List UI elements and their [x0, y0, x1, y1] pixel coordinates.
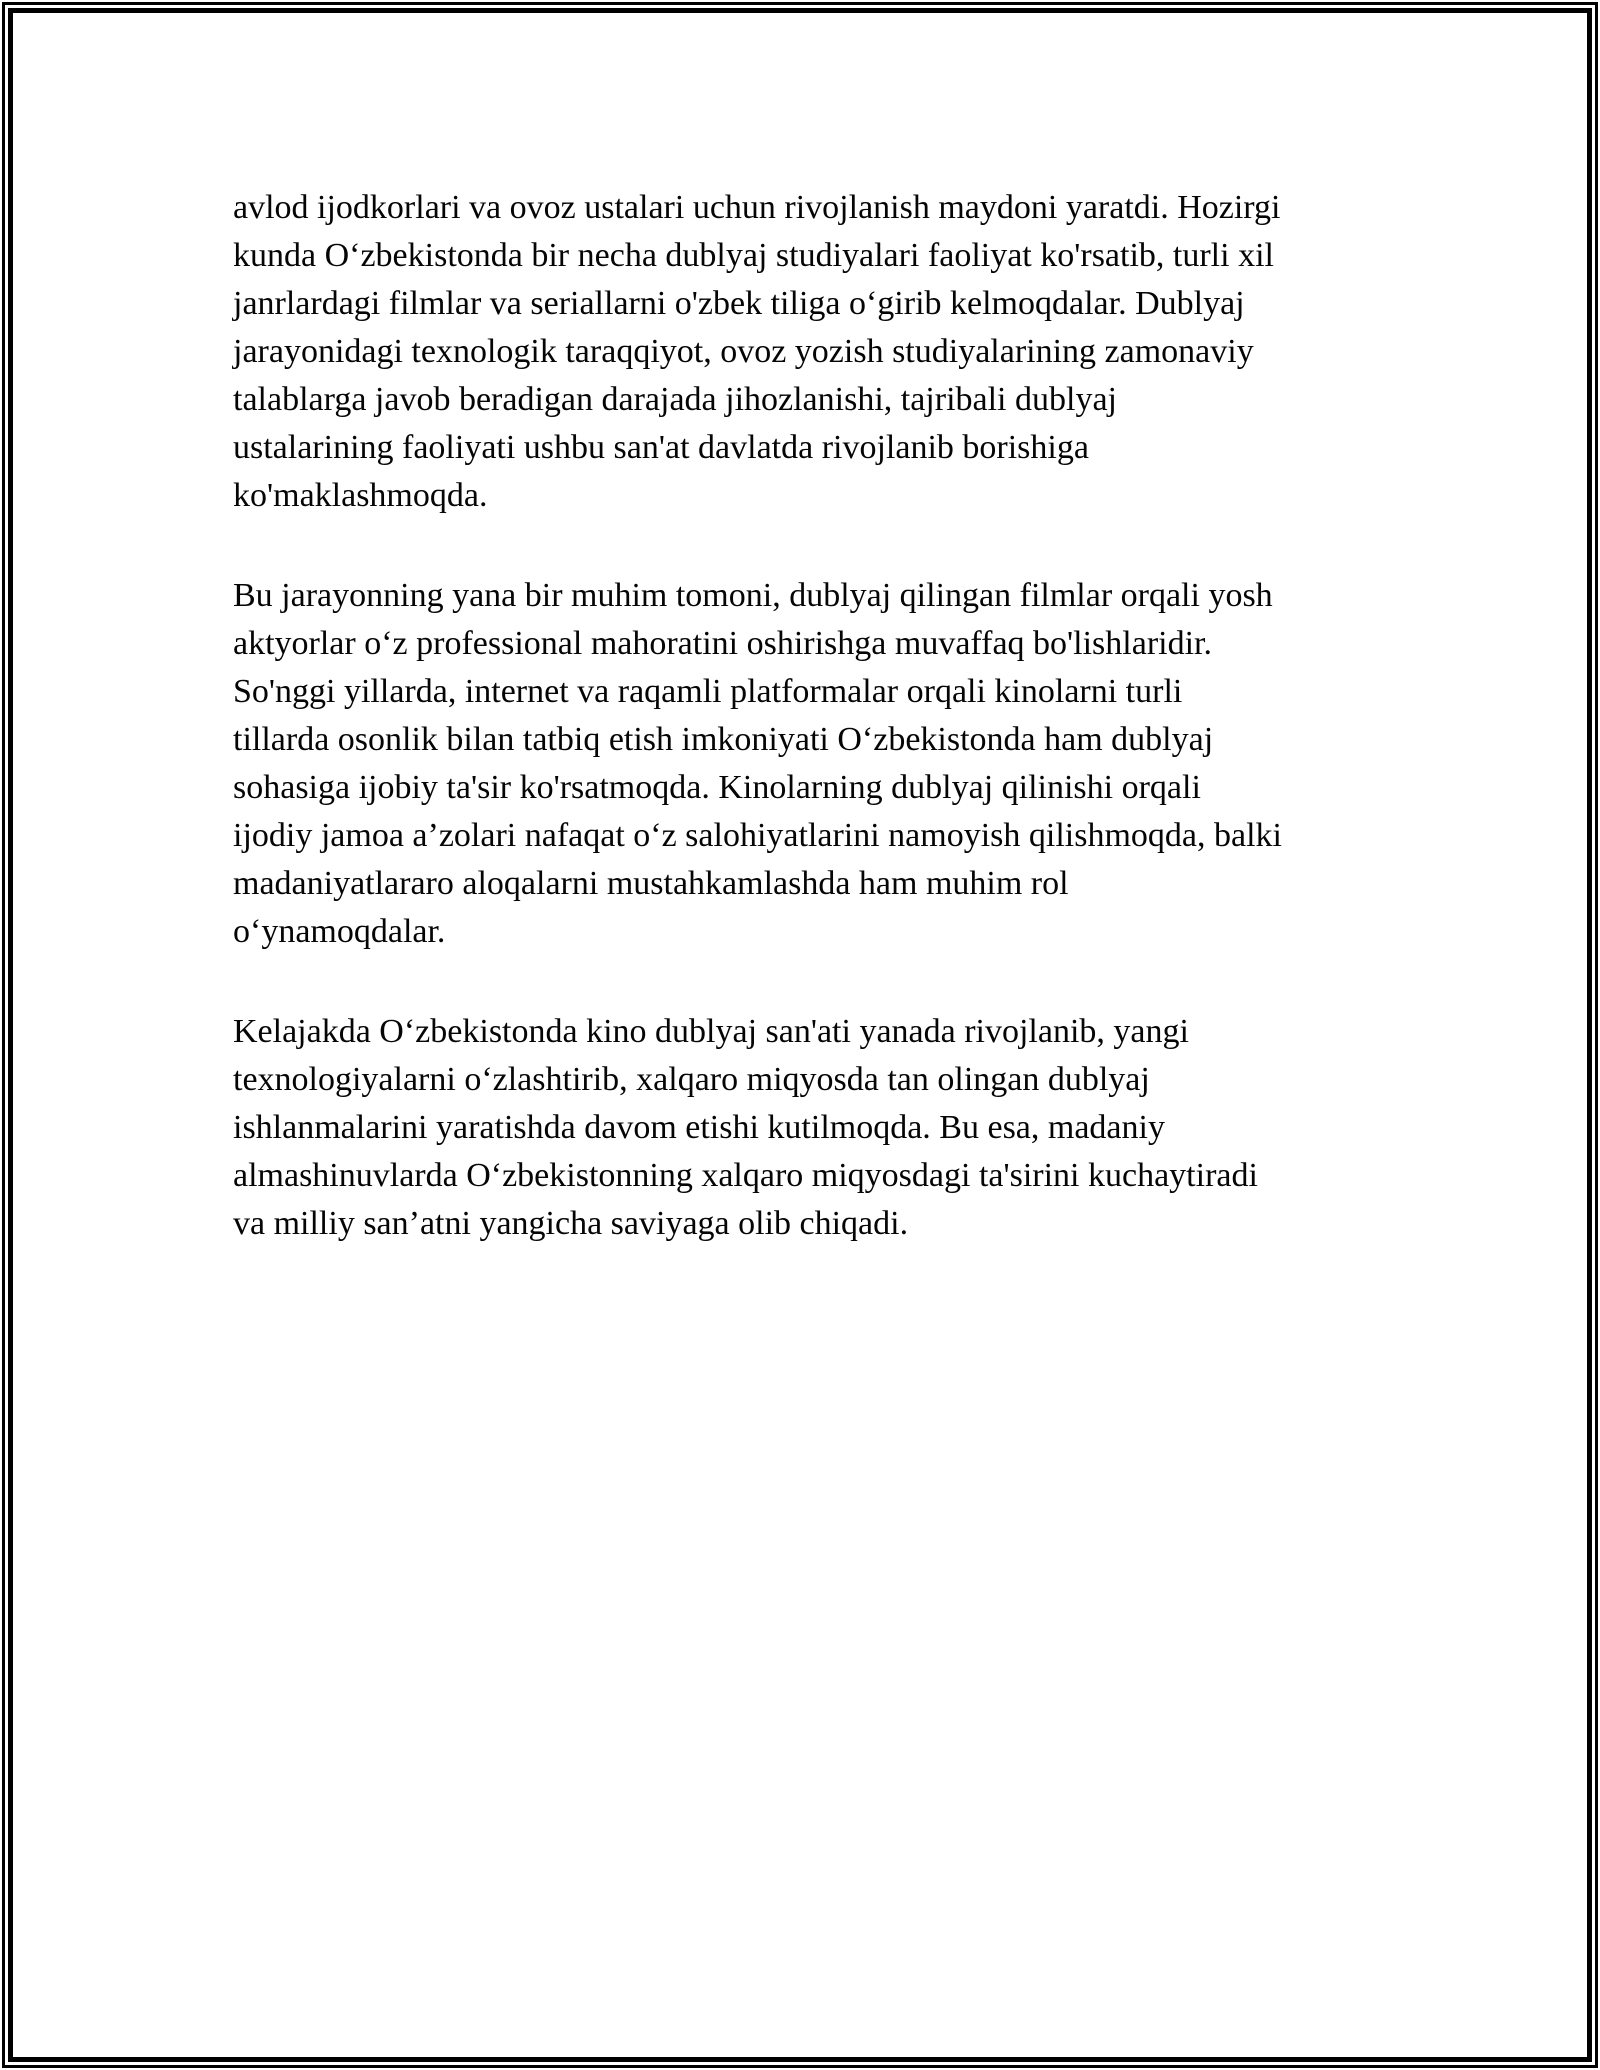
paragraph [233, 1008, 1423, 1248]
text-line: talablarga javob beradigan darajada jihozlanishi, tajribali dublyaj [233, 381, 1117, 418]
text-line: Kelajakda O‘zbekistonda kino dublyaj san'ati yanada rivojlanib, yangi [233, 1013, 1189, 1050]
text-line: avlod ijodkorlari va ovoz ustalari uchun rivojlanish maydoni yaratdi. Hozirgi [233, 189, 1281, 226]
text-line: almashinuvlarda O‘zbekistonning xalqaro miqyosdagi ta'sirini kuchaytiradi [233, 1157, 1258, 1194]
text-line: jarayonidagi texnologik taraqqiyot, ovoz yozish studiyalarining zamonaviy [233, 333, 1254, 370]
text-line: janrlardagi filmlar va seriallarni o'zbek tiliga o‘girib kelmoqdalar. Dublyaj [233, 285, 1245, 322]
text-line: va milliy san’atni yangicha saviyaga olib chiqadi. [233, 1205, 909, 1242]
paragraph [233, 572, 1423, 956]
text-line: sohasiga ijobiy ta'sir ko'rsatmoqda. Kinolarning dublyaj qilinishi orqali [233, 769, 1201, 806]
text-line: kunda O‘zbekistonda bir necha dublyaj studiyalari faoliyat ko'rsatib, turli xil [233, 237, 1274, 274]
text-line: ijodiy jamoa a’zolari nafaqat o‘z salohiyatlarini namoyish qilishmoqda, balki [233, 817, 1282, 854]
document-text [233, 184, 1423, 1300]
text-line: tillarda osonlik bilan tatbiq etish imkoniyati O‘zbekistonda ham dublyaj [233, 721, 1214, 758]
text-line: aktyorlar o‘z professional mahoratini oshirishga muvaffaq bo'lishlaridir. [233, 625, 1212, 662]
text-line: ko'maklashmoqda. [233, 477, 488, 514]
text-line: ishlanmalarini yaratishda davom etishi kutilmoqda. Bu esa, madaniy [233, 1109, 1165, 1146]
text-line: Bu jarayonning yana bir muhim tomoni, dublyaj qilingan filmlar orqali yosh [233, 577, 1273, 614]
text-line: madaniyatlararo aloqalarni mustahkamlashda ham muhim rol [233, 865, 1069, 902]
paragraph [233, 184, 1423, 520]
text-line: texnologiyalarni o‘zlashtirib, xalqaro miqyosda tan olingan dublyaj [233, 1061, 1150, 1098]
text-line: o‘ynamoqdalar. [233, 913, 446, 950]
text-line: So'nggi yillarda, internet va raqamli platformalar orqali kinolarni turli [233, 673, 1183, 710]
text-line: ustalarining faoliyati ushbu san'at davlatda rivojlanib borishiga [233, 429, 1089, 466]
